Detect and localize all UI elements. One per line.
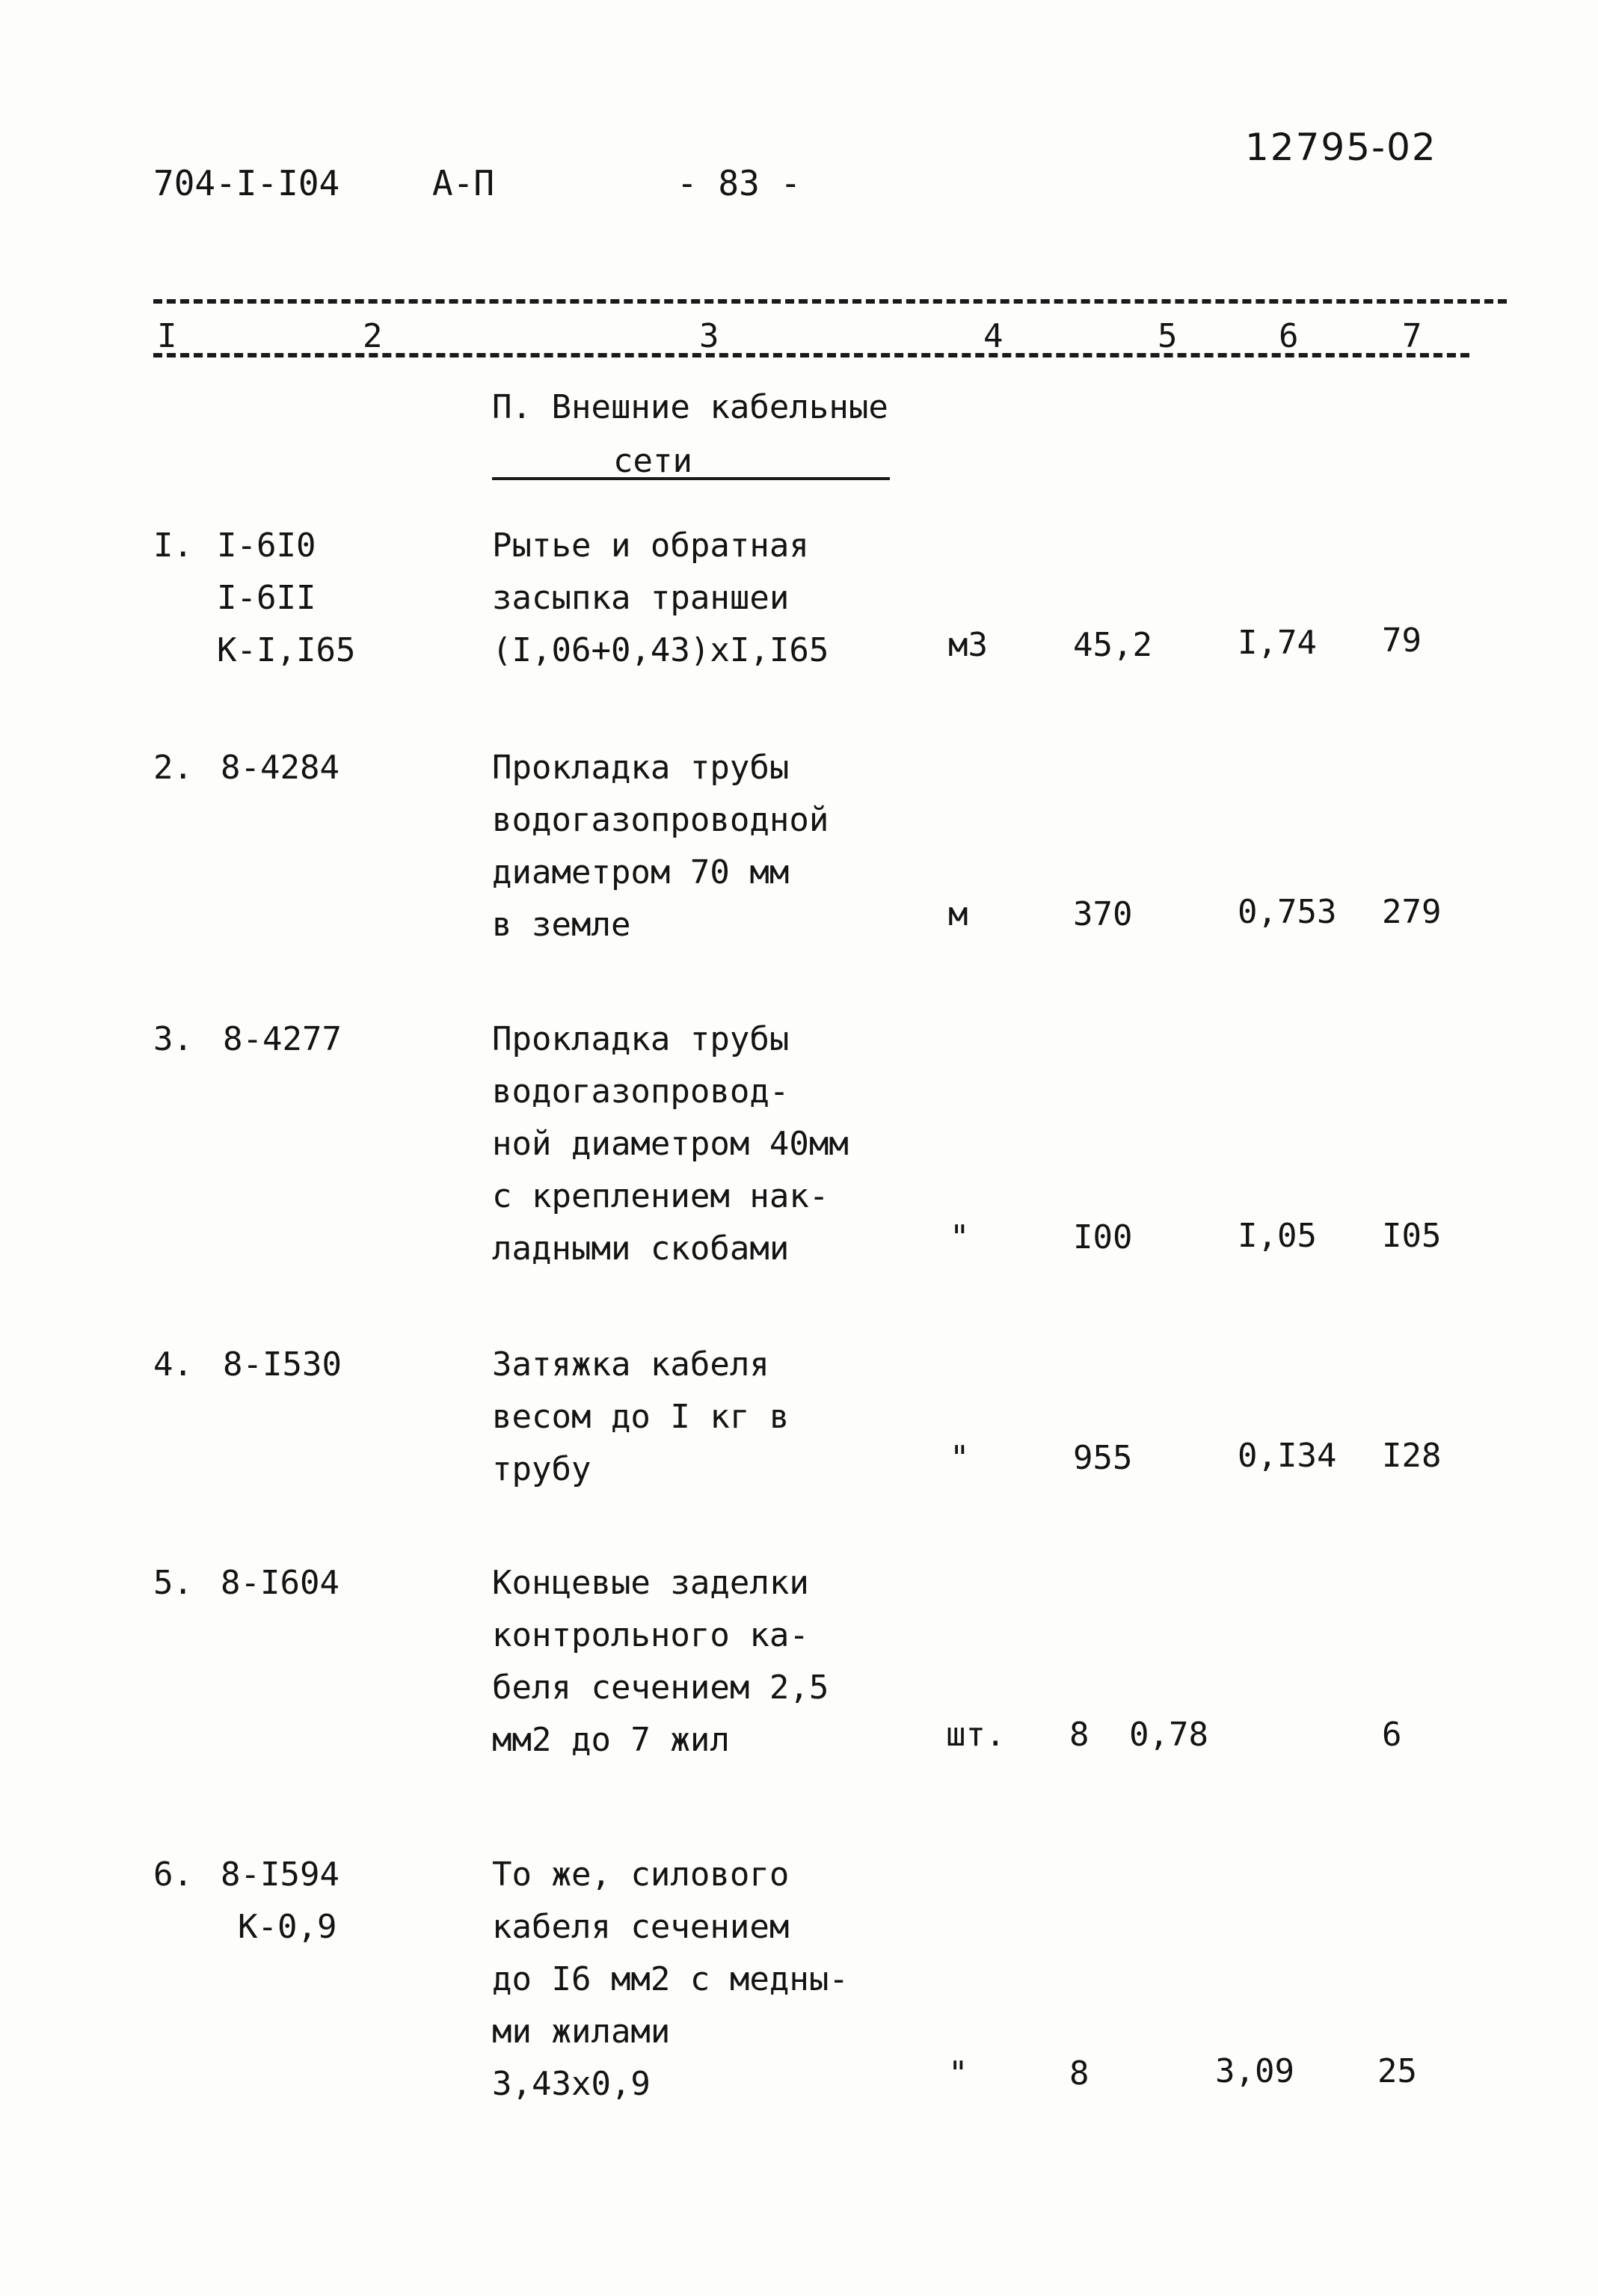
row-unit: м3 [948,626,988,664]
row-quantity: 8 [1069,2054,1090,2093]
row-unit: " [948,2054,968,2093]
row-total: 6 [1382,1716,1402,1754]
description-line: Концевые заделки [492,1564,809,1602]
description-line: Затяжка кабеля [492,1345,769,1384]
row-description [492,742,829,951]
description-line: (I,06+0,43)хI,I65 [492,631,829,669]
column-number-2: 2 [363,317,383,355]
row-code: I-6I0 [217,527,316,565]
row-quantity: 45,2 [1073,626,1152,664]
row-code: К-0,9 [238,1908,337,1946]
row-total: 25 [1377,2052,1417,2090]
row-description [492,1013,849,1275]
row-quantity: 955 [1073,1439,1133,1477]
row-norm: 0,753 [1238,893,1337,931]
description-line: водогазопровод- [492,1072,790,1111]
row-description [492,1557,829,1766]
description-line: Рытье и обратная [492,527,809,565]
column-number-6: 6 [1279,317,1299,355]
row-code: I-6II [217,579,316,617]
description-line: ладными скобами [492,1230,790,1268]
column-number-4: 4 [983,317,1004,355]
row-number: 4. [153,1345,193,1384]
row-quantity: 8 [1069,1716,1090,1754]
description-line: засыпка траншеи [492,579,790,617]
column-number-5: 5 [1158,317,1178,355]
document-code: 704-I-I04 [153,163,340,203]
row-description [492,1339,789,1496]
row-total: 279 [1382,893,1442,931]
row-unit: " [950,1439,970,1477]
row-norm: 3,09 [1215,2052,1294,2090]
row-unit: м [948,895,968,933]
row-quantity: 370 [1073,895,1133,933]
row-norm: I,05 [1238,1217,1317,1255]
row-unit: шт. [946,1716,1006,1754]
row-norm: I,74 [1238,624,1317,662]
row-number: 2. [153,749,193,787]
row-number: I. [153,527,193,565]
description-line: диаметром 70 мм [492,853,790,891]
row-code: 8-I594 [221,1855,339,1894]
row-description [492,1849,849,2111]
column-number-1: I [157,317,177,355]
description-line: ми жилами [492,2013,671,2051]
stamp-number: 12795-02 [1245,126,1437,169]
row-code: 8-4277 [223,1020,342,1058]
row-code: К-I,I65 [217,631,356,669]
description-line: 3,43х0,9 [492,2065,651,2103]
row-code: 8-I604 [221,1564,339,1602]
row-description [492,520,829,677]
row-total: I05 [1382,1217,1442,1255]
row-number: 3. [153,1020,193,1058]
description-line: беля сечением 2,5 [492,1669,829,1707]
row-norm: 0,I34 [1238,1437,1337,1475]
row-code: 8-4284 [221,749,339,787]
section-title-underline [492,477,890,480]
description-line: водогазопроводной [492,801,829,839]
page-number: - 83 - [677,163,802,203]
description-line: с креплением нак- [492,1177,829,1215]
description-line: Прокладка трубы [492,1020,790,1058]
description-line: мм2 до 7 жил [492,1721,730,1759]
header-dashed-line-top [153,299,1507,304]
row-unit: " [950,1218,970,1256]
column-number-7: 7 [1402,317,1422,355]
row-quantity: I00 [1073,1218,1133,1256]
row-norm: 0,78 [1129,1716,1208,1754]
description-line: То же, силового [492,1855,790,1894]
section-title: П. Внешние кабельные [492,388,888,426]
description-line: до I6 мм2 с медны- [492,1960,849,1998]
row-total: 79 [1382,621,1422,660]
section-subtitle: сети [613,442,692,480]
album-label: А-П [432,163,495,203]
description-line: Прокладка трубы [492,749,790,787]
description-line: в земле [492,906,631,944]
description-line: кабеля сечением [492,1908,790,1946]
row-code: 8-I530 [223,1345,342,1384]
description-line: ной диаметром 40мм [492,1125,849,1163]
description-line: трубу [492,1450,591,1488]
description-line: весом до I кг в [492,1398,790,1436]
header-dashed-line-bottom [153,353,1469,357]
row-number: 5. [153,1564,193,1602]
row-total: I28 [1382,1437,1442,1475]
row-number: 6. [153,1855,193,1894]
column-number-3: 3 [699,317,719,355]
description-line: контрольного ка- [492,1616,809,1654]
